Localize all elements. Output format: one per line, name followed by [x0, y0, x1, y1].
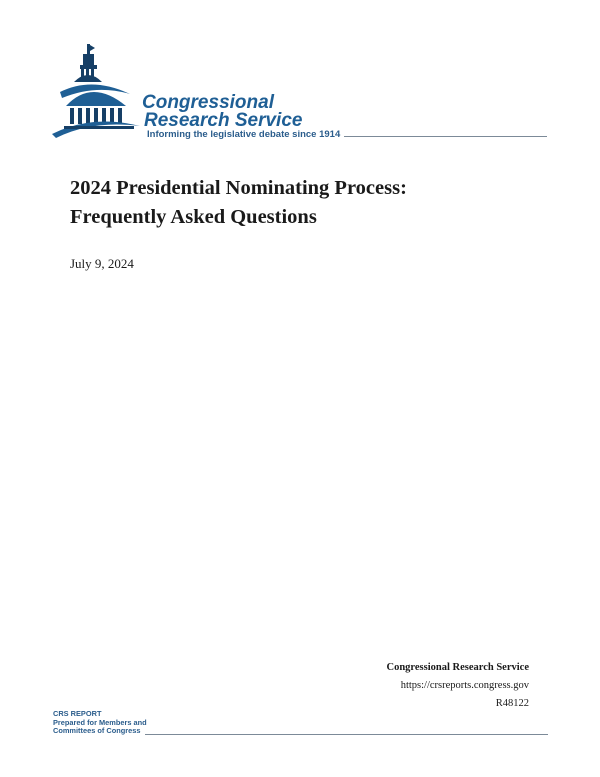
- capitol-dome-icon: [52, 40, 144, 140]
- footer-divider: [145, 734, 548, 735]
- footer-line1: CRS REPORT: [53, 709, 102, 718]
- issuer-organization: Congressional Research Service: [386, 662, 529, 673]
- logo-divider: [344, 136, 547, 137]
- report-title-line1: 2024 Presidential Nominating Process:: [70, 177, 407, 199]
- report-title-line2: Frequently Asked Questions: [70, 206, 317, 228]
- footer-block: [53, 710, 548, 738]
- issuer-url: https://crsreports.congress.gov: [400, 680, 529, 691]
- report-title: [70, 174, 540, 232]
- crs-logo: [52, 40, 552, 145]
- logo-tagline: Informing the legislative debate since 1914: [147, 129, 341, 140]
- report-number: R48122: [495, 698, 529, 709]
- issuer-block: [386, 659, 529, 713]
- footer-line3: Committees of Congress: [53, 726, 141, 736]
- logo-name-line1: Congressional: [142, 92, 274, 113]
- report-date: July 9, 2024: [70, 256, 134, 271]
- footer-line2: Prepared for Members and: [53, 717, 147, 727]
- logo-name-line2: Research Service: [144, 110, 303, 131]
